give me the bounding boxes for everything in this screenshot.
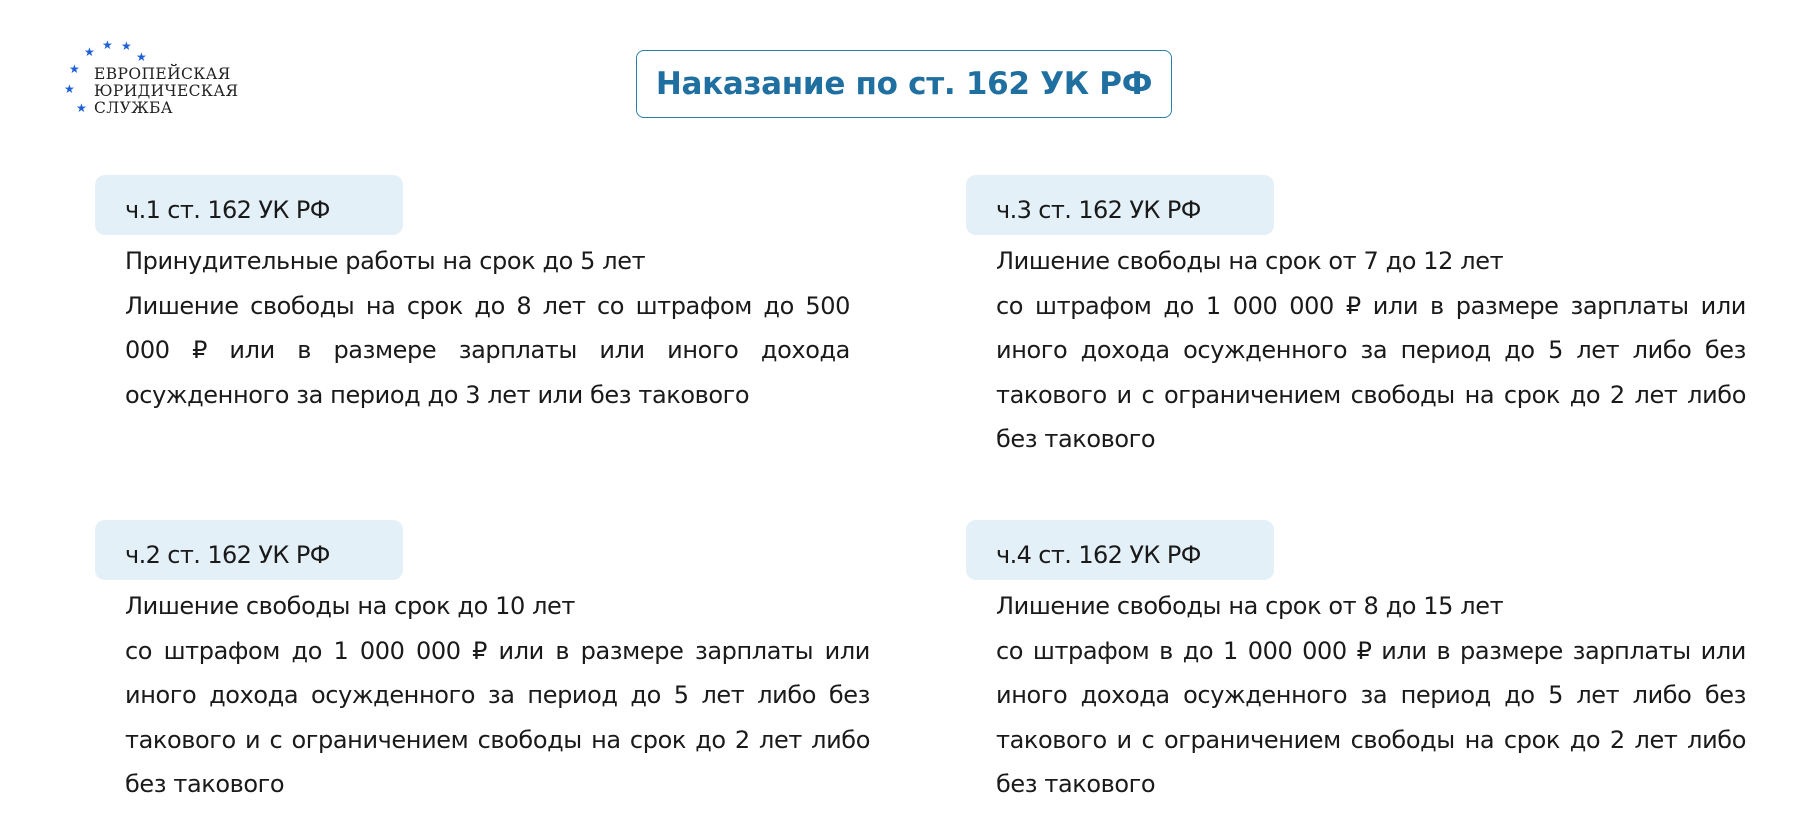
penalty-paragraph: со штрафом до 1 000 000 ₽ или в размере зарплаты или иного дохода осужденного за период до 5 лет либо без такового и с ограничением свободы на срок до 2 лет либо без такового bbox=[996, 291, 1746, 453]
logo-wordmark bbox=[94, 66, 238, 117]
logo-line-3: СЛУЖБА bbox=[94, 99, 173, 117]
logo-star-icon: ★ bbox=[64, 82, 75, 96]
logo-line-2: ЮРИДИЧЕСКАЯ bbox=[94, 82, 239, 100]
penalty-line: Лишение свободы на срок до 10 лет bbox=[125, 592, 575, 620]
company-logo bbox=[64, 36, 264, 126]
page-title-box bbox=[636, 50, 1172, 118]
page-title: Наказание по ст. 162 УК РФ bbox=[655, 66, 1153, 102]
section-heading: ч.2 ст. 162 УК РФ bbox=[125, 541, 330, 569]
penalty-line: Принудительные работы на срок до 5 лет bbox=[125, 247, 646, 275]
logo-star-icon: ★ bbox=[121, 39, 132, 53]
logo-star-icon: ★ bbox=[102, 38, 113, 52]
penalty-line: Лишение свободы на срок от 8 до 15 лет bbox=[996, 592, 1504, 620]
logo-line-1: ЕВРОПЕЙСКАЯ bbox=[94, 65, 231, 83]
section-heading: ч.3 ст. 162 УК РФ bbox=[996, 196, 1201, 224]
penalty-line: Лишение свободы на срок от 7 до 12 лет bbox=[996, 247, 1504, 275]
logo-star-icon: ★ bbox=[84, 45, 95, 59]
section-heading: ч.1 ст. 162 УК РФ bbox=[125, 196, 330, 224]
section-body bbox=[996, 239, 1746, 462]
section-body bbox=[996, 584, 1746, 807]
logo-star-icon: ★ bbox=[69, 62, 80, 76]
penalty-paragraph: со штрафом до 1 000 000 ₽ или в размере зарплаты или иного дохода осужденного за период до 5 лет либо без такового и с ограничением свободы на срок до 2 лет либо без такового bbox=[125, 636, 870, 798]
section-heading: ч.4 ст. 162 УК РФ bbox=[996, 541, 1201, 569]
logo-star-icon: ★ bbox=[136, 50, 147, 64]
section-body bbox=[125, 239, 850, 417]
logo-star-icon: ★ bbox=[76, 101, 87, 115]
penalty-paragraph: со штрафом в до 1 000 000 ₽ или в размере зарплаты или иного дохода осужденного за период до 5 лет либо без такового и с ограничением свободы на срок до 2 лет либо без такового bbox=[996, 636, 1746, 798]
section-body bbox=[125, 584, 870, 807]
penalty-paragraph: Лишение свободы на срок до 8 лет со штрафом до 500 000 ₽ или в размере зарплаты или иного дохода осужденного за период до 3 лет или без такового bbox=[125, 291, 850, 409]
